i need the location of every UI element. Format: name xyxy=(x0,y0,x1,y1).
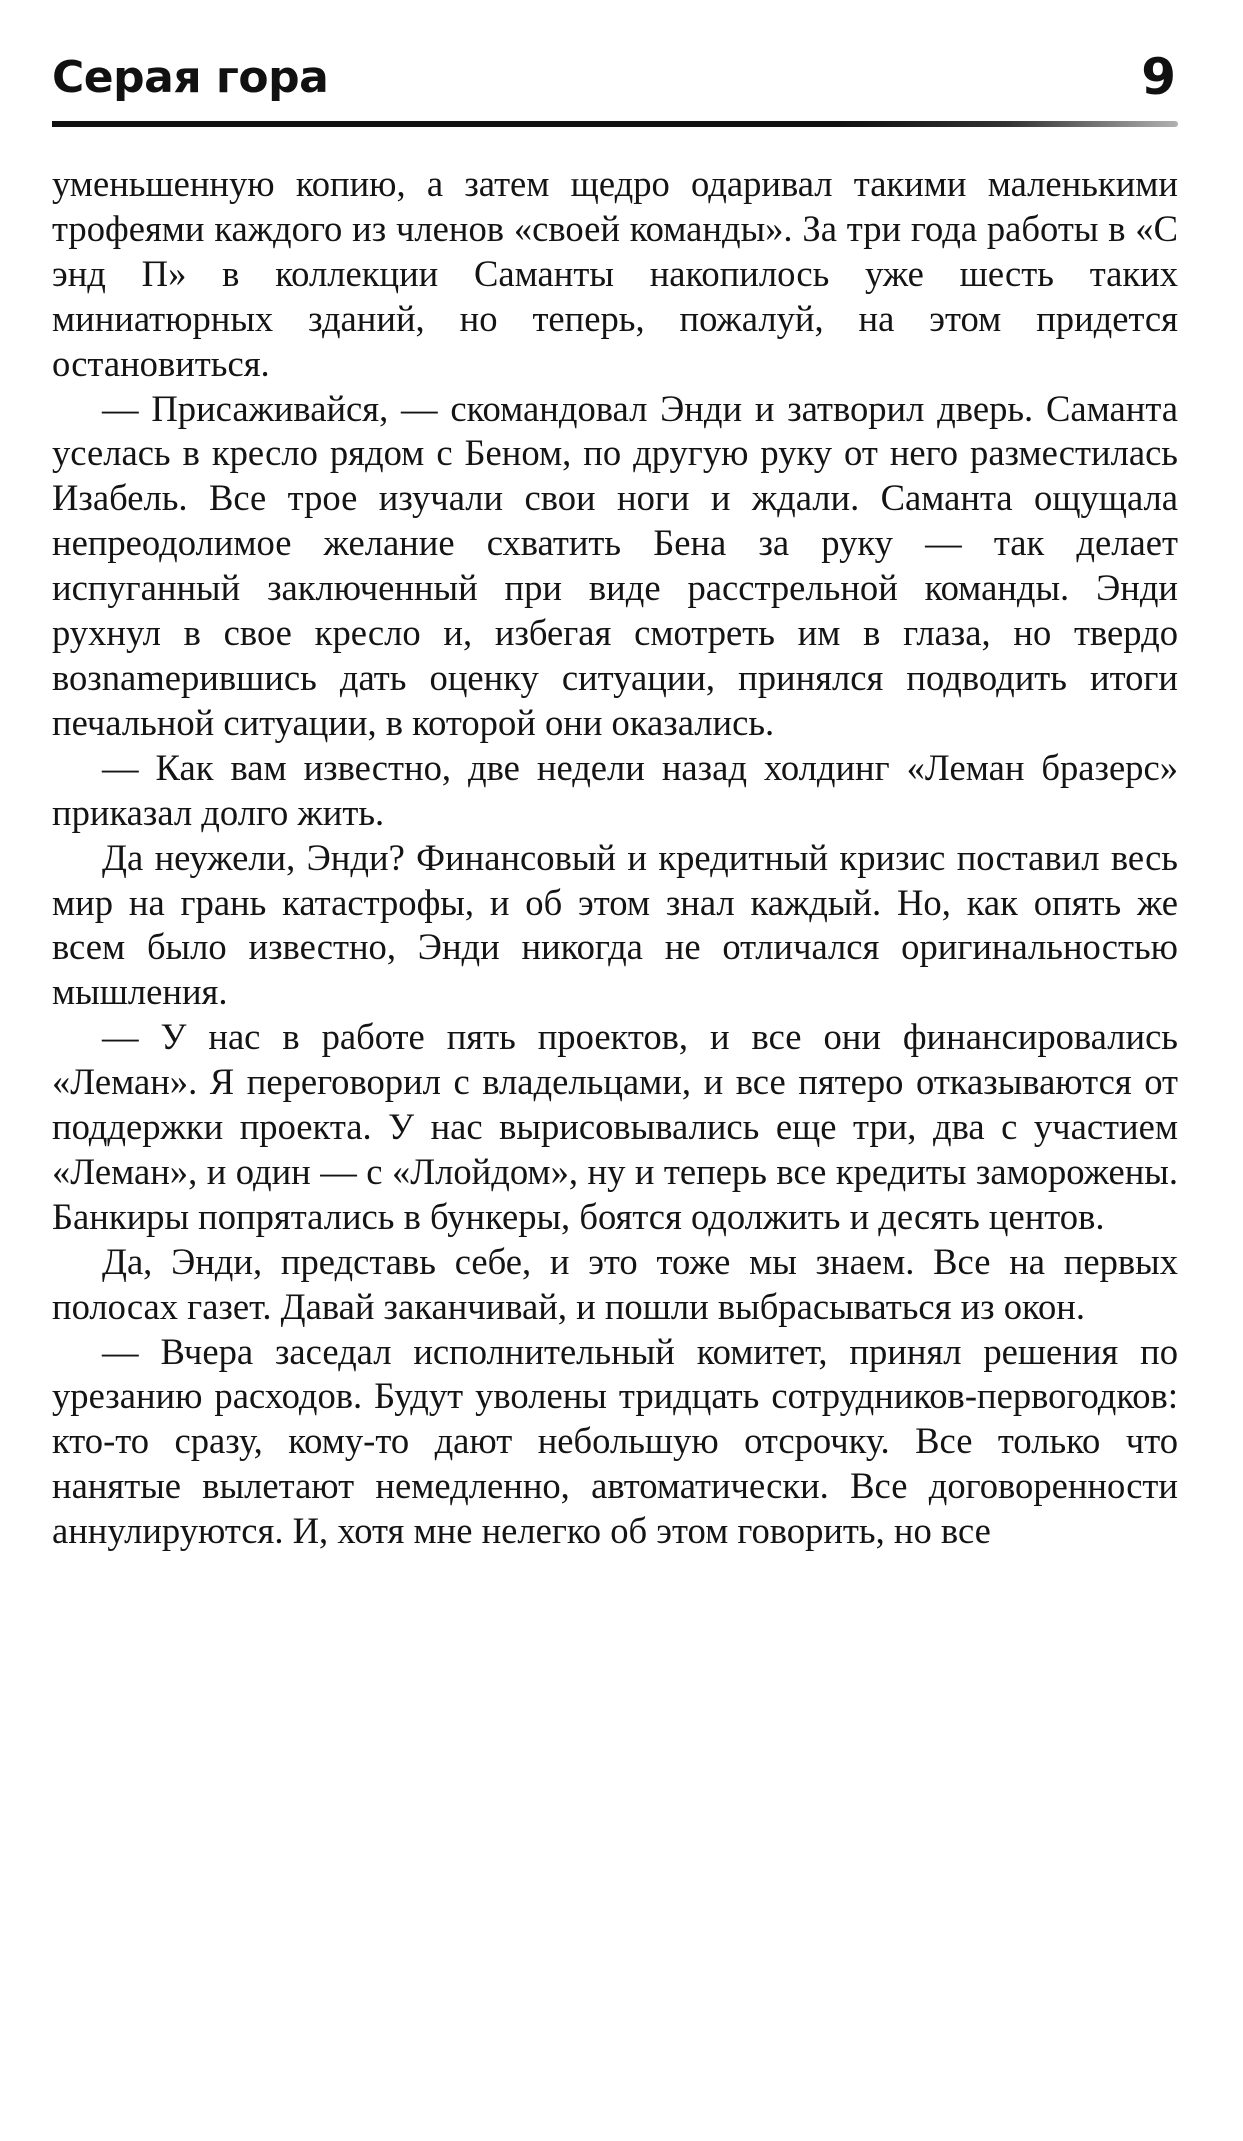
page-number: 9 xyxy=(1141,48,1176,106)
body-text xyxy=(52,162,1178,1554)
page-header xyxy=(52,48,1184,132)
running-title: Серая гора xyxy=(52,52,329,103)
paragraph: Да неужели, Энди? Финансовый и кредитный кризис поставил весь мир на грань катастрофы, и об этом знал каждый. Но, как опять же всем было известно, Энди никогда не отличался оригинальностью мышления. xyxy=(52,836,1178,1013)
paragraph: уменьшенную копию, а затем щедро одаривал такими маленькими трофеями каждого из членов «своей команды». За три года работы в «С энд П» в коллекции Саманты накопилось уже шесть таких миниатюрных зданий, но теперь, пожалуй, на этом придется остановиться. xyxy=(52,163,1178,384)
header-rule xyxy=(52,121,1178,127)
paragraph: — Как вам известно, две недели назад холдинг «Леман бразерс» приказал долго жить. xyxy=(52,746,1178,833)
paragraph: — Присаживайся, — скомандовал Энди и затворил дверь. Саманта уселась в кресло рядом с Беном, по другую руку от него разместилась Изабель. Все трое изучали свои ноги и ждали. Саманта ощущала непреодолимое желание схватить Бена за руку — так делает испуганный заключенный при виде расстрельной команды. Энди рухнул в свое кресло и, избегая смотреть им в глаза, но твердо возnameрившись дать оценку ситуации, принялся подводить итоги печальной ситуации, в которой они оказались. xyxy=(52,387,1178,743)
paragraph: Да, Энди, представь себе, и это тоже мы знаем. Все на первых полосах газет. Давай заканчивай, и пошли выбрасываться из окон. xyxy=(52,1240,1178,1327)
paragraph: — Вчера заседал исполнительный комитет, принял решения по урезанию расходов. Будут уволены тридцать сотрудников-первогодков: кто-то сразу, кому-то дают небольшую отсрочку. Все только что нанятые вылетают немедленно, автоматически. Все договоренности аннулируются. И, хотя мне нелегко об этом говорить, но все xyxy=(52,1330,1178,1552)
paragraph: — У нас в работе пять проектов, и все они финансировались «Леман». Я переговорил с владельцами, и все пятеро отказываются от поддержки проекта. У нас вырисовывались еще три, два с участием «Леман», и один — с «Ллойдом», ну и теперь все кредиты заморожены. Банкиры попрятались в бункеры, боятся одолжить и десять центов. xyxy=(52,1016,1178,1237)
